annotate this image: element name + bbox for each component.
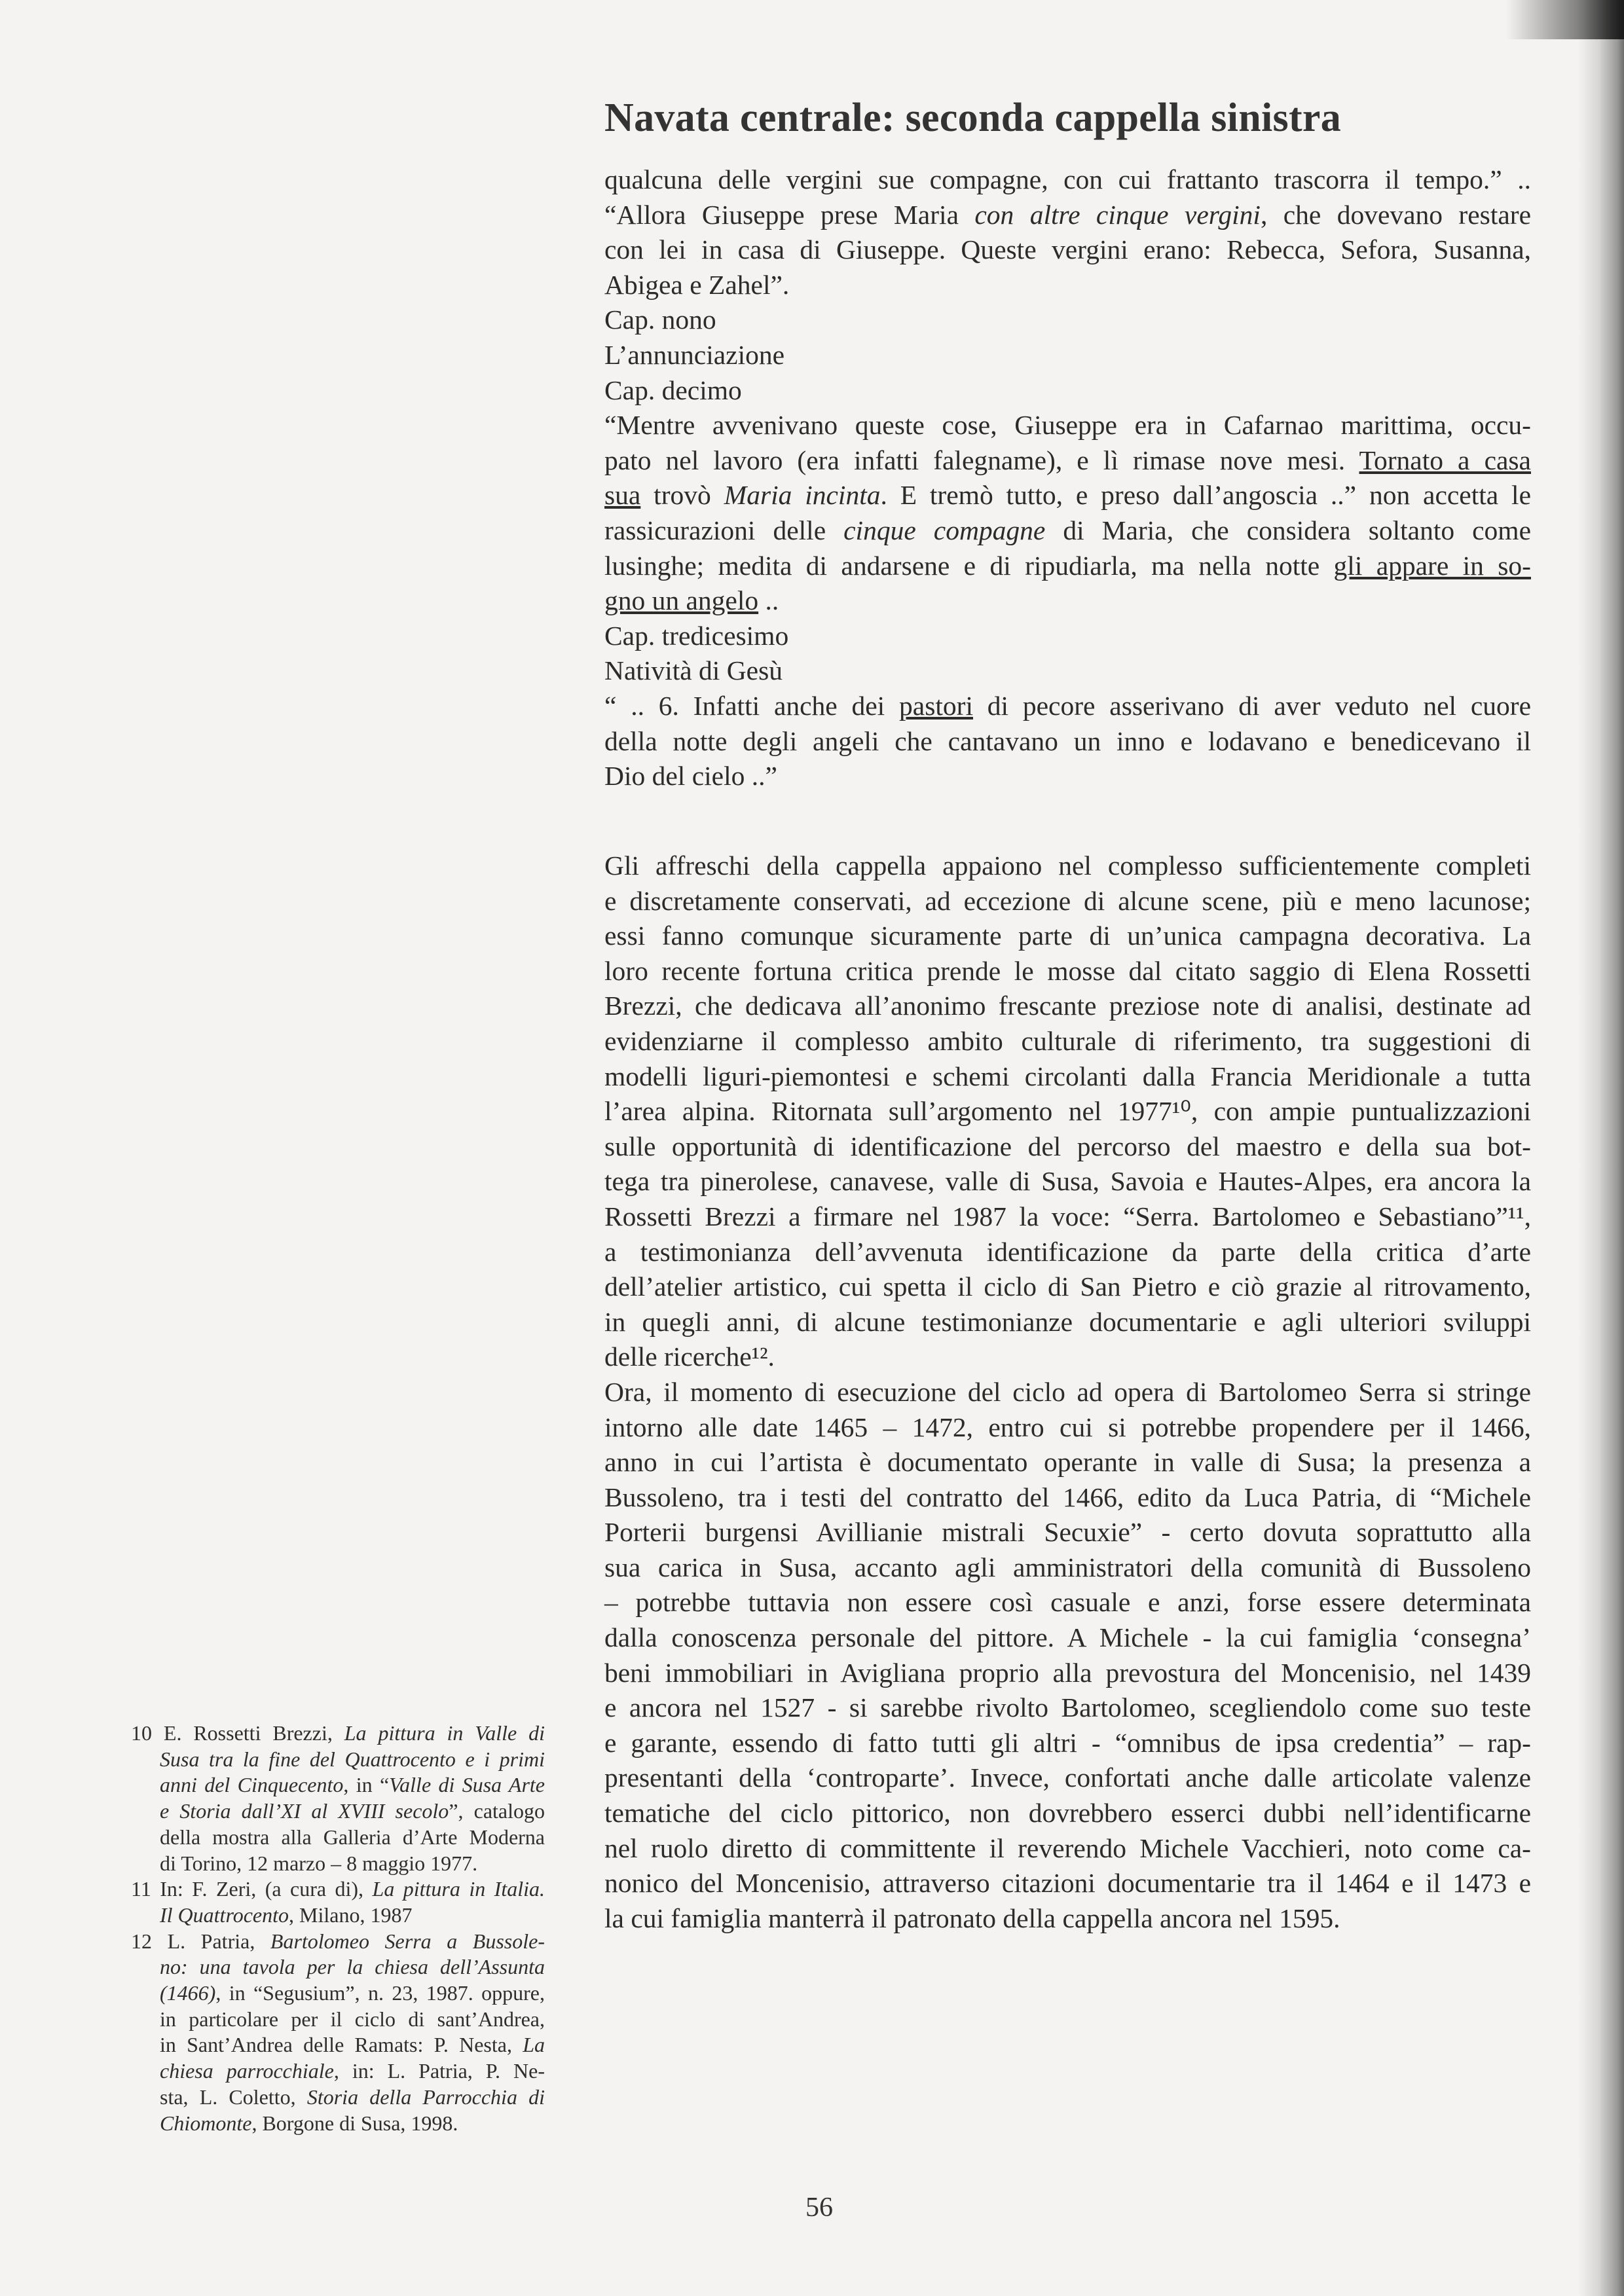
- footnote-line: 12 L. Patria, Bartolomeo Serra a Bussole-: [131, 1929, 545, 1953]
- text-line: “Allora Giuseppe prese Maria con altre cinque vergini, che dovevano restare: [604, 199, 1532, 230]
- text-line: Bussoleno, tra i testi del contratto del 1466, edito da Luca Patria, di “Michele: [604, 1482, 1531, 1512]
- footnote-line: della mostra alla Galleria d’Arte Moderna: [160, 1825, 545, 1849]
- text-line: Ora, il momento di esecuzione del ciclo ad opera di Bartolomeo Serra si stringe: [604, 1376, 1531, 1407]
- footnote-line: no: una tavola per la chiesa dell’Assunta: [160, 1955, 545, 1979]
- body-paragraphs: [604, 848, 1531, 1936]
- footnote-line: e Storia dall’XI al XVIII secolo”, catalogo: [160, 1799, 545, 1823]
- footnote-line: in Sant’Andrea delle Ramats: P. Nesta, La: [160, 2033, 545, 2057]
- text-line: sulle opportunità di identificazione del percorso del maestro e della sua bot-: [604, 1131, 1531, 1161]
- page-corner-shadow: [1506, 0, 1624, 39]
- text-line: lusinghe; medita di andarsene e di ripudiarla, ma nella notte gli appare in so-: [604, 550, 1531, 581]
- text-line: e garante, essendo di fatto tutti gli altri - “omnibus de ipsa credentia” – rap-: [604, 1727, 1531, 1758]
- text-line: Cap. tredicesimo: [604, 620, 789, 651]
- text-line: gno un angelo ..: [604, 585, 779, 616]
- text-line: nonico del Moncenisio, attraverso citazioni documentarie tra il 1464 e il 1473 e: [604, 1868, 1531, 1899]
- page-binding-shadow: [1578, 0, 1624, 2296]
- text-line: evidenziarne il complesso ambito culturale di riferimento, tra suggestioni di: [604, 1025, 1531, 1056]
- text-line: l’area alpina. Ritornata sull’argomento nel 1977¹⁰, con ampie puntualizzazioni: [604, 1096, 1531, 1127]
- page-number: 56: [805, 2193, 833, 2223]
- text-line: loro recente fortuna critica prende le mosse dal citato saggio di Elena Rossetti: [604, 955, 1531, 986]
- text-line: modelli liguri-piemontesi e schemi circolanti dalla Francia Meridionale a tutta: [604, 1061, 1531, 1091]
- text-line: tega tra pinerolese, canavese, valle di Susa, Savoia e Hautes-Alpes, era ancora la: [604, 1166, 1531, 1197]
- text-line: L’annunciazione: [604, 339, 785, 370]
- footnote-line: 11 In: F. Zeri, (a cura di), La pittura in Italia.: [131, 1877, 545, 1901]
- footnote-line: (1466), in “Segusium”, n. 23, 1987. oppure,: [160, 1981, 545, 2005]
- text-line: “ .. 6. Infatti anche dei pastori di pecore asserivano di aver veduto nel cuore: [604, 690, 1531, 721]
- text-line: Abigea e Zahel”.: [604, 269, 790, 300]
- footnote-line: chiesa parrocchiale, in: L. Patria, P. Ne-: [160, 2059, 545, 2083]
- footnote-line: Susa tra la fine del Quattrocento e i primi: [160, 1747, 545, 1771]
- text-line: beni immobiliari in Avigliana proprio alla prevostura del Moncenisio, nel 1439: [604, 1657, 1531, 1688]
- text-line: nel ruolo diretto di committente il reverendo Michele Vacchieri, noto come ca-: [604, 1832, 1531, 1863]
- text-line: Cap. nono: [604, 304, 716, 335]
- footnote-line: di Torino, 12 marzo – 8 maggio 1977.: [160, 1851, 478, 1875]
- text-line: in quegli anni, di alcune testimonianze documentarie e agli ulteriori sviluppi: [604, 1306, 1531, 1337]
- text-line: sua trovò Maria incinta. E tremò tutto, e preso dall’angoscia ..” non accetta le: [604, 480, 1531, 511]
- footnote-line: Il Quattrocento, Milano, 1987: [160, 1903, 413, 1927]
- quoted-passage: [604, 162, 1531, 794]
- text-line: sua carica in Susa, accanto agli amministratori della comunità di Bussoleno: [604, 1552, 1531, 1582]
- text-line: la cui famiglia manterrà il patronato della cappella ancora nel 1595.: [604, 1903, 1340, 1933]
- text-line: – potrebbe tuttavia non essere così casuale e anzi, forse essere determinata: [604, 1587, 1531, 1618]
- text-line: a testimonianza dell’avvenuta identificazione da parte della critica d’arte: [604, 1236, 1531, 1267]
- text-line: con lei in casa di Giuseppe. Queste vergini erano: Rebecca, Sefora, Susanna,: [604, 234, 1531, 265]
- text-line: intorno alle date 1465 – 1472, entro cui si potrebbe propendere per il 1466,: [604, 1412, 1531, 1442]
- text-line: e ancora nel 1527 - si sarebbe rivolto Bartolomeo, scegliendolo come suo teste: [604, 1692, 1531, 1723]
- text-line: Rossetti Brezzi a firmare nel 1987 la voce: “Serra. Bartolomeo e Sebastiano”¹¹,: [604, 1201, 1531, 1231]
- text-line: della notte degli angeli che cantavano un inno e lodavano e benedicevano il: [604, 725, 1531, 756]
- text-line: Dio del cielo ..”: [604, 761, 777, 792]
- text-line: e discretamente conservati, ad eccezione di alcune scene, più e meno lacunose;: [604, 885, 1531, 916]
- footnote-line: Chiomonte, Borgone di Susa, 1998.: [160, 2111, 458, 2135]
- text-line: tematiche del ciclo pittorico, non dovrebbero esserci dubbi nell’identificarne: [604, 1798, 1531, 1829]
- text-line: Gli affreschi della cappella appaiono nel complesso sufficientemente completi: [604, 850, 1531, 881]
- text-line: delle ricerche¹².: [604, 1341, 775, 1372]
- text-line: “Mentre avvenivano queste cose, Giuseppe era in Cafarnao marittima, occu-: [604, 410, 1531, 441]
- text-line: qualcuna delle vergini sue compagne, con cui frattanto trascorra il tempo.” ..: [604, 164, 1531, 194]
- footnote-line: in particolare per il ciclo di sant’Andrea,: [160, 2007, 545, 2031]
- footnotes: [131, 1721, 545, 2136]
- text-line: presentanti della ‘controparte’. Invece, confortati anche dalle articolate valenze: [604, 1762, 1531, 1793]
- footnote-line: 10 E. Rossetti Brezzi, La pittura in Valle di: [131, 1721, 545, 1745]
- text-line: anno in cui l’artista è documentato operante in valle di Susa; la presenza a: [604, 1447, 1531, 1478]
- footnote-line: sta, L. Coletto, Storia della Parrocchia di: [160, 2085, 545, 2109]
- page-title: Navata centrale: seconda cappella sinistra: [604, 96, 1342, 140]
- text-line: dell’atelier artistico, cui spetta il ciclo di San Pietro e ciò grazie al ritrovamento,: [604, 1271, 1531, 1302]
- text-line: essi fanno comunque sicuramente parte di un’unica campagna decorativa. La: [604, 920, 1531, 951]
- text-line: Cap. decimo: [604, 374, 742, 405]
- text-line: Brezzi, che dedicava all’anonimo frescante preziose note di analisi, destinate ad: [604, 991, 1531, 1021]
- text-line: rassicurazioni delle cinque compagne di Maria, che considera soltanto come: [604, 515, 1532, 545]
- text-line: pato nel lavoro (era infatti falegname), e lì rimase nove mesi. Tornato a casa: [604, 445, 1531, 475]
- footnote-line: anni del Cinquecento, in “Valle di Susa Arte: [160, 1773, 545, 1797]
- text-line: Natività di Gesù: [604, 655, 783, 686]
- text-line: dalla conoscenza personale del pittore. A Michele - la cui famiglia ‘consegna’: [604, 1622, 1531, 1653]
- text-line: Porterii burgensi Avillianie mistrali Secuxie” - certo dovuta soprattutto alla: [604, 1517, 1531, 1548]
